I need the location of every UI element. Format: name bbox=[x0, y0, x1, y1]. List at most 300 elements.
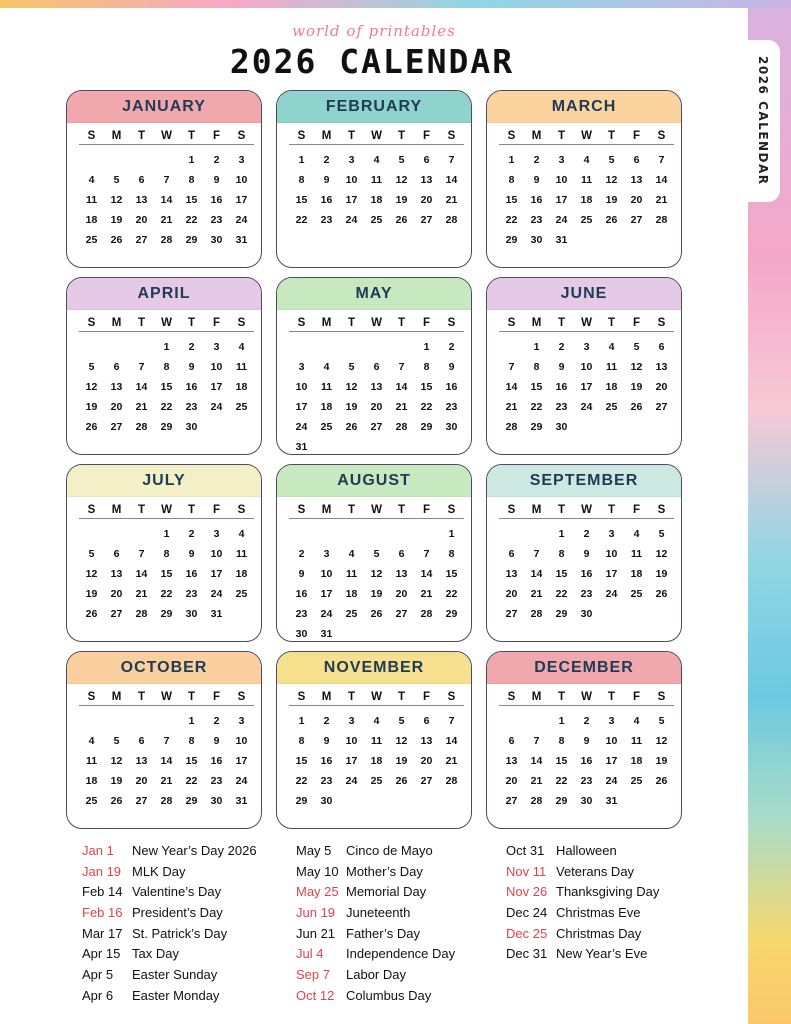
day-cell[interactable]: 14 bbox=[655, 174, 668, 186]
day-cell[interactable]: 10 bbox=[580, 361, 593, 373]
day-cell[interactable]: 13 bbox=[505, 755, 518, 767]
day-cell[interactable]: 29 bbox=[555, 608, 568, 620]
day-cell[interactable]: 26 bbox=[110, 795, 123, 807]
day-cell[interactable]: 29 bbox=[420, 421, 433, 433]
day-cell[interactable]: 7 bbox=[423, 548, 430, 560]
day-cell[interactable]: 9 bbox=[213, 174, 220, 186]
day-cell[interactable]: 31 bbox=[555, 234, 568, 246]
day-cell[interactable]: 28 bbox=[445, 775, 458, 787]
day-cell[interactable]: 29 bbox=[160, 608, 173, 620]
day-cell[interactable]: 19 bbox=[85, 588, 98, 600]
day-cell[interactable]: 2 bbox=[188, 528, 195, 540]
day-cell[interactable]: 25 bbox=[370, 214, 383, 226]
day-cell[interactable]: 1 bbox=[508, 154, 515, 166]
day-cell[interactable]: 10 bbox=[320, 568, 333, 580]
day-cell[interactable]: 20 bbox=[420, 755, 433, 767]
day-cell[interactable]: 15 bbox=[445, 568, 458, 580]
day-cell[interactable]: 23 bbox=[295, 608, 308, 620]
day-cell[interactable]: 14 bbox=[445, 735, 458, 747]
day-cell[interactable]: 6 bbox=[423, 154, 430, 166]
day-cell[interactable]: 20 bbox=[395, 588, 408, 600]
day-cell[interactable]: 28 bbox=[135, 421, 148, 433]
day-cell[interactable]: 11 bbox=[580, 174, 593, 186]
day-cell[interactable]: 11 bbox=[85, 755, 98, 767]
day-cell[interactable]: 26 bbox=[370, 608, 383, 620]
day-cell[interactable]: 3 bbox=[213, 528, 220, 540]
day-cell[interactable]: 6 bbox=[658, 341, 665, 353]
day-cell[interactable]: 15 bbox=[185, 194, 198, 206]
day-cell[interactable]: 18 bbox=[605, 381, 618, 393]
day-cell[interactable]: 9 bbox=[533, 174, 540, 186]
day-cell[interactable]: 14 bbox=[530, 568, 543, 580]
day-cell[interactable]: 15 bbox=[555, 568, 568, 580]
day-cell[interactable]: 31 bbox=[235, 234, 248, 246]
day-cell[interactable]: 18 bbox=[630, 568, 643, 580]
day-cell[interactable]: 12 bbox=[395, 735, 408, 747]
day-cell[interactable]: 2 bbox=[323, 154, 330, 166]
day-cell[interactable]: 20 bbox=[655, 381, 668, 393]
day-cell[interactable]: 11 bbox=[320, 381, 333, 393]
day-cell[interactable]: 23 bbox=[555, 401, 568, 413]
day-cell[interactable]: 18 bbox=[580, 194, 593, 206]
day-cell[interactable]: 6 bbox=[423, 715, 430, 727]
day-cell[interactable]: 8 bbox=[558, 735, 565, 747]
day-cell[interactable]: 8 bbox=[163, 548, 170, 560]
day-cell[interactable]: 13 bbox=[420, 735, 433, 747]
day-cell[interactable]: 21 bbox=[505, 401, 518, 413]
day-cell[interactable]: 17 bbox=[320, 588, 333, 600]
day-cell[interactable]: 20 bbox=[505, 775, 518, 787]
day-cell[interactable]: 16 bbox=[580, 755, 593, 767]
day-cell[interactable]: 13 bbox=[630, 174, 643, 186]
day-cell[interactable]: 23 bbox=[185, 588, 198, 600]
day-cell[interactable]: 8 bbox=[423, 361, 430, 373]
day-cell[interactable]: 10 bbox=[235, 174, 248, 186]
day-cell[interactable]: 12 bbox=[85, 381, 98, 393]
day-cell[interactable]: 18 bbox=[370, 194, 383, 206]
day-cell[interactable]: 6 bbox=[113, 361, 120, 373]
day-cell[interactable]: 23 bbox=[580, 588, 593, 600]
day-cell[interactable]: 25 bbox=[235, 588, 248, 600]
day-cell[interactable]: 24 bbox=[555, 214, 568, 226]
day-cell[interactable]: 5 bbox=[348, 361, 355, 373]
day-cell[interactable]: 14 bbox=[395, 381, 408, 393]
day-cell[interactable]: 27 bbox=[395, 608, 408, 620]
day-cell[interactable]: 7 bbox=[533, 735, 540, 747]
day-cell[interactable]: 8 bbox=[558, 548, 565, 560]
day-cell[interactable]: 19 bbox=[655, 568, 668, 580]
day-cell[interactable]: 26 bbox=[395, 775, 408, 787]
day-cell[interactable]: 23 bbox=[210, 775, 223, 787]
day-cell[interactable]: 17 bbox=[345, 755, 358, 767]
day-cell[interactable]: 27 bbox=[110, 608, 123, 620]
day-cell[interactable]: 7 bbox=[398, 361, 405, 373]
day-cell[interactable]: 12 bbox=[110, 755, 123, 767]
day-cell[interactable]: 24 bbox=[235, 775, 248, 787]
day-cell[interactable]: 12 bbox=[85, 568, 98, 580]
day-cell[interactable]: 21 bbox=[655, 194, 668, 206]
day-cell[interactable]: 25 bbox=[85, 795, 98, 807]
day-cell[interactable]: 30 bbox=[320, 795, 333, 807]
day-cell[interactable]: 26 bbox=[110, 234, 123, 246]
day-cell[interactable]: 12 bbox=[110, 194, 123, 206]
day-cell[interactable]: 13 bbox=[655, 361, 668, 373]
day-cell[interactable]: 1 bbox=[558, 715, 565, 727]
day-cell[interactable]: 5 bbox=[658, 715, 665, 727]
day-cell[interactable]: 19 bbox=[630, 381, 643, 393]
day-cell[interactable]: 21 bbox=[160, 214, 173, 226]
day-cell[interactable]: 12 bbox=[630, 361, 643, 373]
day-cell[interactable]: 15 bbox=[505, 194, 518, 206]
day-cell[interactable]: 28 bbox=[530, 608, 543, 620]
day-cell[interactable]: 5 bbox=[88, 548, 95, 560]
day-cell[interactable]: 2 bbox=[448, 341, 455, 353]
day-cell[interactable]: 4 bbox=[633, 715, 640, 727]
day-cell[interactable]: 25 bbox=[580, 214, 593, 226]
day-cell[interactable]: 18 bbox=[370, 755, 383, 767]
day-cell[interactable]: 16 bbox=[185, 568, 198, 580]
day-cell[interactable]: 11 bbox=[235, 361, 248, 373]
day-cell[interactable]: 22 bbox=[295, 214, 308, 226]
day-cell[interactable]: 23 bbox=[445, 401, 458, 413]
day-cell[interactable]: 11 bbox=[630, 735, 643, 747]
day-cell[interactable]: 27 bbox=[420, 775, 433, 787]
day-cell[interactable]: 17 bbox=[605, 755, 618, 767]
day-cell[interactable]: 13 bbox=[135, 194, 148, 206]
day-cell[interactable]: 16 bbox=[580, 568, 593, 580]
day-cell[interactable]: 29 bbox=[185, 795, 198, 807]
day-cell[interactable]: 14 bbox=[420, 568, 433, 580]
day-cell[interactable]: 6 bbox=[138, 174, 145, 186]
day-cell[interactable]: 28 bbox=[135, 608, 148, 620]
day-cell[interactable]: 14 bbox=[505, 381, 518, 393]
day-cell[interactable]: 12 bbox=[655, 548, 668, 560]
day-cell[interactable]: 25 bbox=[370, 775, 383, 787]
day-cell[interactable]: 2 bbox=[533, 154, 540, 166]
day-cell[interactable]: 7 bbox=[163, 174, 170, 186]
day-cell[interactable]: 19 bbox=[85, 401, 98, 413]
day-cell[interactable]: 4 bbox=[88, 735, 95, 747]
day-cell[interactable]: 10 bbox=[345, 735, 358, 747]
day-cell[interactable]: 7 bbox=[163, 735, 170, 747]
day-cell[interactable]: 15 bbox=[555, 755, 568, 767]
day-cell[interactable]: 22 bbox=[555, 775, 568, 787]
day-cell[interactable]: 18 bbox=[235, 568, 248, 580]
day-cell[interactable]: 5 bbox=[113, 735, 120, 747]
day-cell[interactable]: 24 bbox=[295, 421, 308, 433]
day-cell[interactable]: 6 bbox=[138, 735, 145, 747]
day-cell[interactable]: 27 bbox=[135, 234, 148, 246]
day-cell[interactable]: 11 bbox=[85, 194, 98, 206]
day-cell[interactable]: 14 bbox=[160, 755, 173, 767]
day-cell[interactable]: 12 bbox=[395, 174, 408, 186]
day-cell[interactable]: 14 bbox=[160, 194, 173, 206]
day-cell[interactable]: 24 bbox=[605, 775, 618, 787]
day-cell[interactable]: 18 bbox=[85, 214, 98, 226]
day-cell[interactable]: 23 bbox=[320, 775, 333, 787]
day-cell[interactable]: 13 bbox=[110, 568, 123, 580]
day-cell[interactable]: 15 bbox=[530, 381, 543, 393]
day-cell[interactable]: 17 bbox=[210, 568, 223, 580]
day-cell[interactable]: 29 bbox=[445, 608, 458, 620]
day-cell[interactable]: 11 bbox=[605, 361, 618, 373]
day-cell[interactable]: 24 bbox=[580, 401, 593, 413]
day-cell[interactable]: 31 bbox=[235, 795, 248, 807]
day-cell[interactable]: 17 bbox=[295, 401, 308, 413]
day-cell[interactable]: 30 bbox=[210, 795, 223, 807]
day-cell[interactable]: 8 bbox=[188, 174, 195, 186]
day-cell[interactable]: 23 bbox=[185, 401, 198, 413]
day-cell[interactable]: 25 bbox=[320, 421, 333, 433]
day-cell[interactable]: 20 bbox=[135, 775, 148, 787]
day-cell[interactable]: 1 bbox=[188, 715, 195, 727]
day-cell[interactable]: 9 bbox=[558, 361, 565, 373]
day-cell[interactable]: 10 bbox=[210, 361, 223, 373]
day-cell[interactable]: 26 bbox=[345, 421, 358, 433]
day-cell[interactable]: 24 bbox=[320, 608, 333, 620]
day-cell[interactable]: 21 bbox=[135, 401, 148, 413]
day-cell[interactable]: 17 bbox=[235, 755, 248, 767]
day-cell[interactable]: 14 bbox=[135, 568, 148, 580]
day-cell[interactable]: 3 bbox=[608, 715, 615, 727]
day-cell[interactable]: 30 bbox=[580, 795, 593, 807]
day-cell[interactable]: 10 bbox=[555, 174, 568, 186]
day-cell[interactable]: 16 bbox=[185, 381, 198, 393]
day-cell[interactable]: 13 bbox=[505, 568, 518, 580]
day-cell[interactable]: 30 bbox=[530, 234, 543, 246]
day-cell[interactable]: 2 bbox=[558, 341, 565, 353]
day-cell[interactable]: 30 bbox=[555, 421, 568, 433]
day-cell[interactable]: 26 bbox=[655, 775, 668, 787]
day-cell[interactable]: 13 bbox=[370, 381, 383, 393]
day-cell[interactable]: 16 bbox=[295, 588, 308, 600]
day-cell[interactable]: 10 bbox=[605, 548, 618, 560]
day-cell[interactable]: 26 bbox=[85, 421, 98, 433]
day-cell[interactable]: 27 bbox=[135, 795, 148, 807]
day-cell[interactable]: 13 bbox=[110, 381, 123, 393]
day-cell[interactable]: 8 bbox=[298, 735, 305, 747]
day-cell[interactable]: 17 bbox=[345, 194, 358, 206]
day-cell[interactable]: 4 bbox=[583, 154, 590, 166]
day-cell[interactable]: 27 bbox=[420, 214, 433, 226]
day-cell[interactable]: 10 bbox=[605, 735, 618, 747]
day-cell[interactable]: 15 bbox=[295, 194, 308, 206]
day-cell[interactable]: 2 bbox=[298, 548, 305, 560]
day-cell[interactable]: 8 bbox=[508, 174, 515, 186]
day-cell[interactable]: 16 bbox=[210, 755, 223, 767]
day-cell[interactable]: 27 bbox=[505, 608, 518, 620]
day-cell[interactable]: 11 bbox=[370, 735, 383, 747]
day-cell[interactable]: 18 bbox=[320, 401, 333, 413]
day-cell[interactable]: 16 bbox=[530, 194, 543, 206]
day-cell[interactable]: 13 bbox=[420, 174, 433, 186]
day-cell[interactable]: 24 bbox=[345, 775, 358, 787]
day-cell[interactable]: 6 bbox=[373, 361, 380, 373]
day-cell[interactable]: 1 bbox=[298, 715, 305, 727]
day-cell[interactable]: 20 bbox=[630, 194, 643, 206]
day-cell[interactable]: 26 bbox=[630, 401, 643, 413]
day-cell[interactable]: 9 bbox=[298, 568, 305, 580]
day-cell[interactable]: 16 bbox=[555, 381, 568, 393]
day-cell[interactable]: 31 bbox=[295, 441, 308, 453]
day-cell[interactable]: 26 bbox=[655, 588, 668, 600]
day-cell[interactable]: 26 bbox=[605, 214, 618, 226]
day-cell[interactable]: 20 bbox=[110, 588, 123, 600]
day-cell[interactable]: 3 bbox=[298, 361, 305, 373]
day-cell[interactable]: 23 bbox=[320, 214, 333, 226]
day-cell[interactable]: 26 bbox=[395, 214, 408, 226]
day-cell[interactable]: 26 bbox=[85, 608, 98, 620]
day-cell[interactable]: 2 bbox=[583, 715, 590, 727]
day-cell[interactable]: 5 bbox=[398, 715, 405, 727]
day-cell[interactable]: 2 bbox=[213, 715, 220, 727]
day-cell[interactable]: 31 bbox=[605, 795, 618, 807]
day-cell[interactable]: 1 bbox=[558, 528, 565, 540]
side-tab[interactable] bbox=[746, 40, 780, 202]
day-cell[interactable]: 11 bbox=[630, 548, 643, 560]
day-cell[interactable]: 3 bbox=[558, 154, 565, 166]
day-cell[interactable]: 15 bbox=[185, 755, 198, 767]
day-cell[interactable]: 29 bbox=[555, 795, 568, 807]
day-cell[interactable]: 1 bbox=[163, 528, 170, 540]
day-cell[interactable]: 3 bbox=[238, 715, 245, 727]
day-cell[interactable]: 21 bbox=[445, 755, 458, 767]
day-cell[interactable]: 22 bbox=[160, 588, 173, 600]
day-cell[interactable]: 18 bbox=[85, 775, 98, 787]
day-cell[interactable]: 19 bbox=[395, 755, 408, 767]
day-cell[interactable]: 4 bbox=[348, 548, 355, 560]
day-cell[interactable]: 18 bbox=[630, 755, 643, 767]
day-cell[interactable]: 28 bbox=[420, 608, 433, 620]
day-cell[interactable]: 1 bbox=[423, 341, 430, 353]
day-cell[interactable]: 9 bbox=[188, 361, 195, 373]
day-cell[interactable]: 15 bbox=[420, 381, 433, 393]
day-cell[interactable]: 24 bbox=[345, 214, 358, 226]
day-cell[interactable]: 30 bbox=[580, 608, 593, 620]
day-cell[interactable]: 22 bbox=[445, 588, 458, 600]
day-cell[interactable]: 15 bbox=[160, 568, 173, 580]
day-cell[interactable]: 30 bbox=[210, 234, 223, 246]
day-cell[interactable]: 1 bbox=[188, 154, 195, 166]
day-cell[interactable]: 24 bbox=[235, 214, 248, 226]
day-cell[interactable]: 4 bbox=[88, 174, 95, 186]
day-cell[interactable]: 5 bbox=[373, 548, 380, 560]
day-cell[interactable]: 16 bbox=[210, 194, 223, 206]
day-cell[interactable]: 30 bbox=[445, 421, 458, 433]
day-cell[interactable]: 10 bbox=[235, 735, 248, 747]
day-cell[interactable]: 29 bbox=[160, 421, 173, 433]
day-cell[interactable]: 17 bbox=[580, 381, 593, 393]
day-cell[interactable]: 17 bbox=[605, 568, 618, 580]
day-cell[interactable]: 31 bbox=[320, 628, 333, 640]
day-cell[interactable]: 25 bbox=[345, 608, 358, 620]
day-cell[interactable]: 21 bbox=[530, 775, 543, 787]
day-cell[interactable]: 28 bbox=[160, 795, 173, 807]
day-cell[interactable]: 4 bbox=[608, 341, 615, 353]
day-cell[interactable]: 1 bbox=[533, 341, 540, 353]
day-cell[interactable]: 7 bbox=[658, 154, 665, 166]
day-cell[interactable]: 16 bbox=[445, 381, 458, 393]
day-cell[interactable]: 12 bbox=[605, 174, 618, 186]
day-cell[interactable]: 3 bbox=[238, 154, 245, 166]
day-cell[interactable]: 9 bbox=[213, 735, 220, 747]
day-cell[interactable]: 5 bbox=[113, 174, 120, 186]
day-cell[interactable]: 25 bbox=[235, 401, 248, 413]
day-cell[interactable]: 1 bbox=[298, 154, 305, 166]
day-cell[interactable]: 30 bbox=[185, 608, 198, 620]
day-cell[interactable]: 11 bbox=[235, 548, 248, 560]
day-cell[interactable]: 20 bbox=[370, 401, 383, 413]
day-cell[interactable]: 2 bbox=[188, 341, 195, 353]
day-cell[interactable]: 27 bbox=[630, 214, 643, 226]
day-cell[interactable]: 19 bbox=[655, 755, 668, 767]
day-cell[interactable]: 10 bbox=[210, 548, 223, 560]
day-cell[interactable]: 23 bbox=[210, 214, 223, 226]
day-cell[interactable]: 28 bbox=[395, 421, 408, 433]
day-cell[interactable]: 16 bbox=[320, 755, 333, 767]
day-cell[interactable]: 3 bbox=[348, 154, 355, 166]
day-cell[interactable]: 9 bbox=[188, 548, 195, 560]
day-cell[interactable]: 21 bbox=[420, 588, 433, 600]
day-cell[interactable]: 3 bbox=[213, 341, 220, 353]
day-cell[interactable]: 20 bbox=[135, 214, 148, 226]
day-cell[interactable]: 11 bbox=[370, 174, 383, 186]
day-cell[interactable]: 4 bbox=[238, 341, 245, 353]
day-cell[interactable]: 1 bbox=[448, 528, 455, 540]
day-cell[interactable]: 27 bbox=[655, 401, 668, 413]
day-cell[interactable]: 4 bbox=[238, 528, 245, 540]
day-cell[interactable]: 15 bbox=[160, 381, 173, 393]
day-cell[interactable]: 29 bbox=[295, 795, 308, 807]
day-cell[interactable]: 19 bbox=[395, 194, 408, 206]
day-cell[interactable]: 3 bbox=[583, 341, 590, 353]
day-cell[interactable]: 21 bbox=[445, 194, 458, 206]
day-cell[interactable]: 9 bbox=[323, 174, 330, 186]
day-cell[interactable]: 28 bbox=[530, 795, 543, 807]
day-cell[interactable]: 17 bbox=[555, 194, 568, 206]
day-cell[interactable]: 1 bbox=[163, 341, 170, 353]
day-cell[interactable]: 8 bbox=[298, 174, 305, 186]
day-cell[interactable]: 22 bbox=[185, 214, 198, 226]
day-cell[interactable]: 30 bbox=[295, 628, 308, 640]
day-cell[interactable]: 4 bbox=[373, 715, 380, 727]
day-cell[interactable]: 30 bbox=[185, 421, 198, 433]
day-cell[interactable]: 6 bbox=[398, 548, 405, 560]
day-cell[interactable]: 22 bbox=[530, 401, 543, 413]
day-cell[interactable]: 4 bbox=[373, 154, 380, 166]
day-cell[interactable]: 7 bbox=[448, 154, 455, 166]
day-cell[interactable]: 15 bbox=[295, 755, 308, 767]
day-cell[interactable]: 28 bbox=[505, 421, 518, 433]
day-cell[interactable]: 18 bbox=[235, 381, 248, 393]
day-cell[interactable]: 27 bbox=[370, 421, 383, 433]
day-cell[interactable]: 28 bbox=[655, 214, 668, 226]
day-cell[interactable]: 24 bbox=[210, 588, 223, 600]
day-cell[interactable]: 6 bbox=[113, 548, 120, 560]
day-cell[interactable]: 3 bbox=[323, 548, 330, 560]
day-cell[interactable]: 7 bbox=[448, 715, 455, 727]
day-cell[interactable]: 22 bbox=[420, 401, 433, 413]
day-cell[interactable]: 7 bbox=[533, 548, 540, 560]
day-cell[interactable]: 22 bbox=[185, 775, 198, 787]
day-cell[interactable]: 6 bbox=[633, 154, 640, 166]
day-cell[interactable]: 9 bbox=[583, 735, 590, 747]
day-cell[interactable]: 14 bbox=[530, 755, 543, 767]
day-cell[interactable]: 25 bbox=[630, 775, 643, 787]
day-cell[interactable]: 20 bbox=[420, 194, 433, 206]
day-cell[interactable]: 23 bbox=[530, 214, 543, 226]
day-cell[interactable]: 19 bbox=[605, 194, 618, 206]
